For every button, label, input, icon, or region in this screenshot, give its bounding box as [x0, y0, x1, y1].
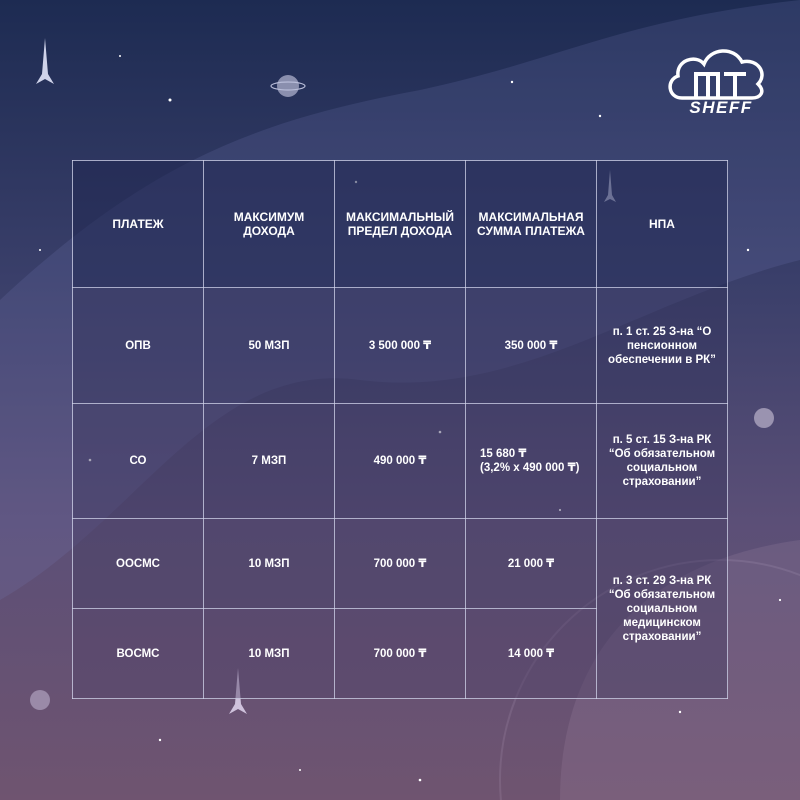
cell-max-income: 10 МЗП [204, 609, 335, 699]
contributions-table [72, 160, 728, 699]
table-row [73, 519, 728, 609]
cell-max-sum [466, 404, 597, 519]
cell-max-income: 7 МЗП [204, 404, 335, 519]
planet-icon [277, 75, 299, 97]
header-payment: ПЛАТЕЖ [73, 161, 204, 288]
cell-npa: п. 5 ст. 15 З-на РК “Об обязательном социальном страховании” [597, 404, 728, 519]
cell-max-limit: 700 000 ₸ [335, 609, 466, 699]
cell-npa: п. 3 ст. 29 З-на РК “Об обязательном социальном медицинском страховании” [597, 519, 728, 699]
table-header-row [73, 161, 728, 288]
cell-payment: ОПВ [73, 288, 204, 404]
cell-max-sum: 21 000 ₸ [466, 519, 597, 609]
max-sum-value: 15 680 ₸ [480, 448, 527, 460]
cell-max-limit: 700 000 ₸ [335, 519, 466, 609]
header-max-sum: МАКСИМАЛЬНАЯ СУММА ПЛАТЕЖА [466, 161, 597, 288]
cell-max-limit: 490 000 ₸ [335, 404, 466, 519]
logo-text: SHEFF [689, 98, 753, 117]
cell-payment: ВОСМС [73, 609, 204, 699]
rocket-icon [36, 38, 54, 84]
cell-max-income: 50 МЗП [204, 288, 335, 404]
cell-payment: СО [73, 404, 204, 519]
cell-max-income: 10 МЗП [204, 519, 335, 609]
table-row [73, 404, 728, 519]
planet-icon [754, 408, 774, 428]
planet-icon [30, 690, 50, 710]
cell-max-sum: 14 000 ₸ [466, 609, 597, 699]
cell-max-sum: 350 000 ₸ [466, 288, 597, 404]
cell-npa: п. 1 ст. 25 З-на “О пенсионном обеспечении в РК” [597, 288, 728, 404]
header-npa: НПА [597, 161, 728, 288]
table-row [73, 288, 728, 404]
header-max-limit: МАКСИМАЛЬНЫЙ ПРЕДЕЛ ДОХОДА [335, 161, 466, 288]
cell-max-limit: 3 500 000 ₸ [335, 288, 466, 404]
header-max-income: МАКСИМУМ ДОХОДА [204, 161, 335, 288]
max-sum-formula: (3,2% х 490 000 ₸) [480, 462, 580, 474]
cell-payment: ООСМС [73, 519, 204, 609]
brand-logo [662, 40, 772, 122]
